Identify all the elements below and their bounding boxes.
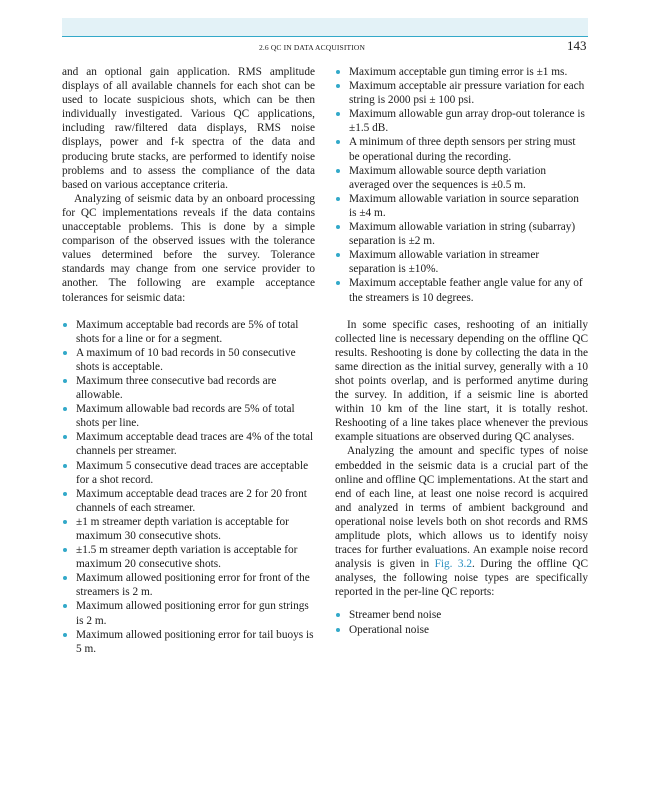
list-item: Maximum acceptable bad records are 5% of total shots for a line or for a segment. — [62, 318, 315, 346]
page-number: 143 — [567, 38, 587, 53]
list-item: Maximum allowable variation in source separation is ±4 m. — [335, 192, 588, 220]
list-item: Maximum allowable variation in string (subarray) separation is ±2 m. — [335, 220, 588, 248]
left-column — [62, 65, 315, 656]
bullet-icon — [63, 464, 67, 468]
list-item: A maximum of 10 bad records in 50 consecutive shots is acceptable. — [62, 346, 315, 374]
right-paragraph-2: Analyzing the amount and specific types of noise embedded in the seismic data is a crucial part of the online and offline QC implementations. At the start and end of each line, at least one noise record is acquired and analyzed in terms of ambient background and operational noise levels both on shot records and RMS amplitude plots, which allows us to identify noisy traces for further evaluations. An example noise record analysis is given in Fig. 3.2. During the offline QC analyses, the following noise types are specifically reported in the per-line QC reports: — [335, 445, 588, 599]
list-item: A minimum of three depth sensors per string must be operational during the recording. — [335, 135, 588, 163]
list-item: Maximum allowable source depth variation averaged over the sequences is ±0.5 m. — [335, 164, 588, 192]
acceptance-tolerance-list-continued — [335, 65, 588, 305]
list-item: Streamer bend noise — [335, 608, 588, 622]
left-paragraph-2: Analyzing of seismic data by an onboard processing for QC implementations reveals if the data contains unacceptable problems. This is done by a simple comparison of the observed issues with the tolerance values determined before the survey. Tolerance standards may change from one service provider to another. The following are example acceptance tolerances for seismic data: — [62, 192, 315, 304]
noise-types-list — [335, 608, 588, 636]
right-paragraph-1: In some specific cases, reshooting of an initially collected line is necessary depending on the offline QC results. Reshooting is done by collecting the data in the same direction as the initial survey, generally with a 10 shot points overlap, and is performed anytime during the survey. In addition, if a seismic line is aborted within 10 km of the line start, it is totally reshot. Reshooting of a line takes place whenever the previous example situations are observed during QC analyses. — [335, 318, 588, 444]
bullet-icon — [63, 351, 67, 355]
bullet-icon — [63, 379, 67, 383]
bullet-icon — [336, 281, 340, 285]
list-item: Maximum acceptable dead traces are 4% of the total channels per streamer. — [62, 430, 315, 458]
bullet-icon — [63, 407, 67, 411]
bullet-icon — [336, 84, 340, 88]
bullet-icon — [336, 112, 340, 116]
bullet-icon — [63, 576, 67, 580]
list-item: Maximum 5 consecutive dead traces are acceptable for a shot record. — [62, 459, 315, 487]
bullet-icon — [336, 613, 340, 617]
list-item: Maximum acceptable dead traces are 2 for 20 front channels of each streamer. — [62, 487, 315, 515]
list-item: ±1 m streamer depth variation is acceptable for maximum 30 consecutive shots. — [62, 515, 315, 543]
bullet-icon — [336, 140, 340, 144]
bullet-icon — [63, 492, 67, 496]
list-item: Operational noise — [335, 623, 588, 637]
acceptance-tolerance-list — [62, 318, 315, 656]
bullet-icon — [336, 169, 340, 173]
list-item: Maximum allowed positioning error for front of the streamers is 2 m. — [62, 571, 315, 599]
list-item: Maximum acceptable gun timing error is ±1 ms. — [335, 65, 588, 79]
bullet-icon — [336, 197, 340, 201]
list-item: ±1.5 m streamer depth variation is acceptable for maximum 20 consecutive shots. — [62, 543, 315, 571]
bullet-icon — [63, 604, 67, 608]
list-item: Maximum allowable gun array drop-out tolerance is ±1.5 dB. — [335, 107, 588, 135]
list-item: Maximum allowed positioning error for tail buoys is 5 m. — [62, 628, 315, 656]
bullet-icon — [63, 520, 67, 524]
figure-reference-link[interactable]: Fig. 3.2 — [434, 558, 473, 571]
bullet-icon — [63, 435, 67, 439]
bullet-icon — [336, 253, 340, 257]
bullet-icon — [336, 225, 340, 229]
list-item: Maximum allowed positioning error for gun strings is 2 m. — [62, 599, 315, 627]
bullet-icon — [336, 70, 340, 74]
list-item: Maximum acceptable air pressure variation for each string is 2000 psi ± 100 psi. — [335, 79, 588, 107]
list-item: Maximum acceptable feather angle value for any of the streamers is 10 degrees. — [335, 276, 588, 304]
left-paragraph-1: and an optional gain application. RMS amplitude displays of all available channels for each shot can be used to locate suspicious shots, which can be then individually investigated. Various QC applications, including raw/filtered data displays, RMS noise displays, power and f-k spectra of the data and producing brute stacks, are performed to identify noise problems and to assess the compliance of the data based on various acceptance criteria. — [62, 66, 315, 191]
header-band — [62, 18, 588, 36]
header-rule — [62, 36, 588, 37]
bullet-icon — [63, 323, 67, 327]
list-item: Maximum three consecutive bad records are allowable. — [62, 374, 315, 402]
list-item: Maximum allowable bad records are 5% of total shots per line. — [62, 402, 315, 430]
bullet-icon — [63, 548, 67, 552]
bullet-icon — [63, 633, 67, 637]
bullet-icon — [336, 628, 340, 632]
running-head: 2.6 QC IN DATA ACQUISITION — [259, 43, 366, 52]
list-item: Maximum allowable variation in streamer separation is ±10%. — [335, 248, 588, 276]
right-column — [335, 65, 588, 637]
